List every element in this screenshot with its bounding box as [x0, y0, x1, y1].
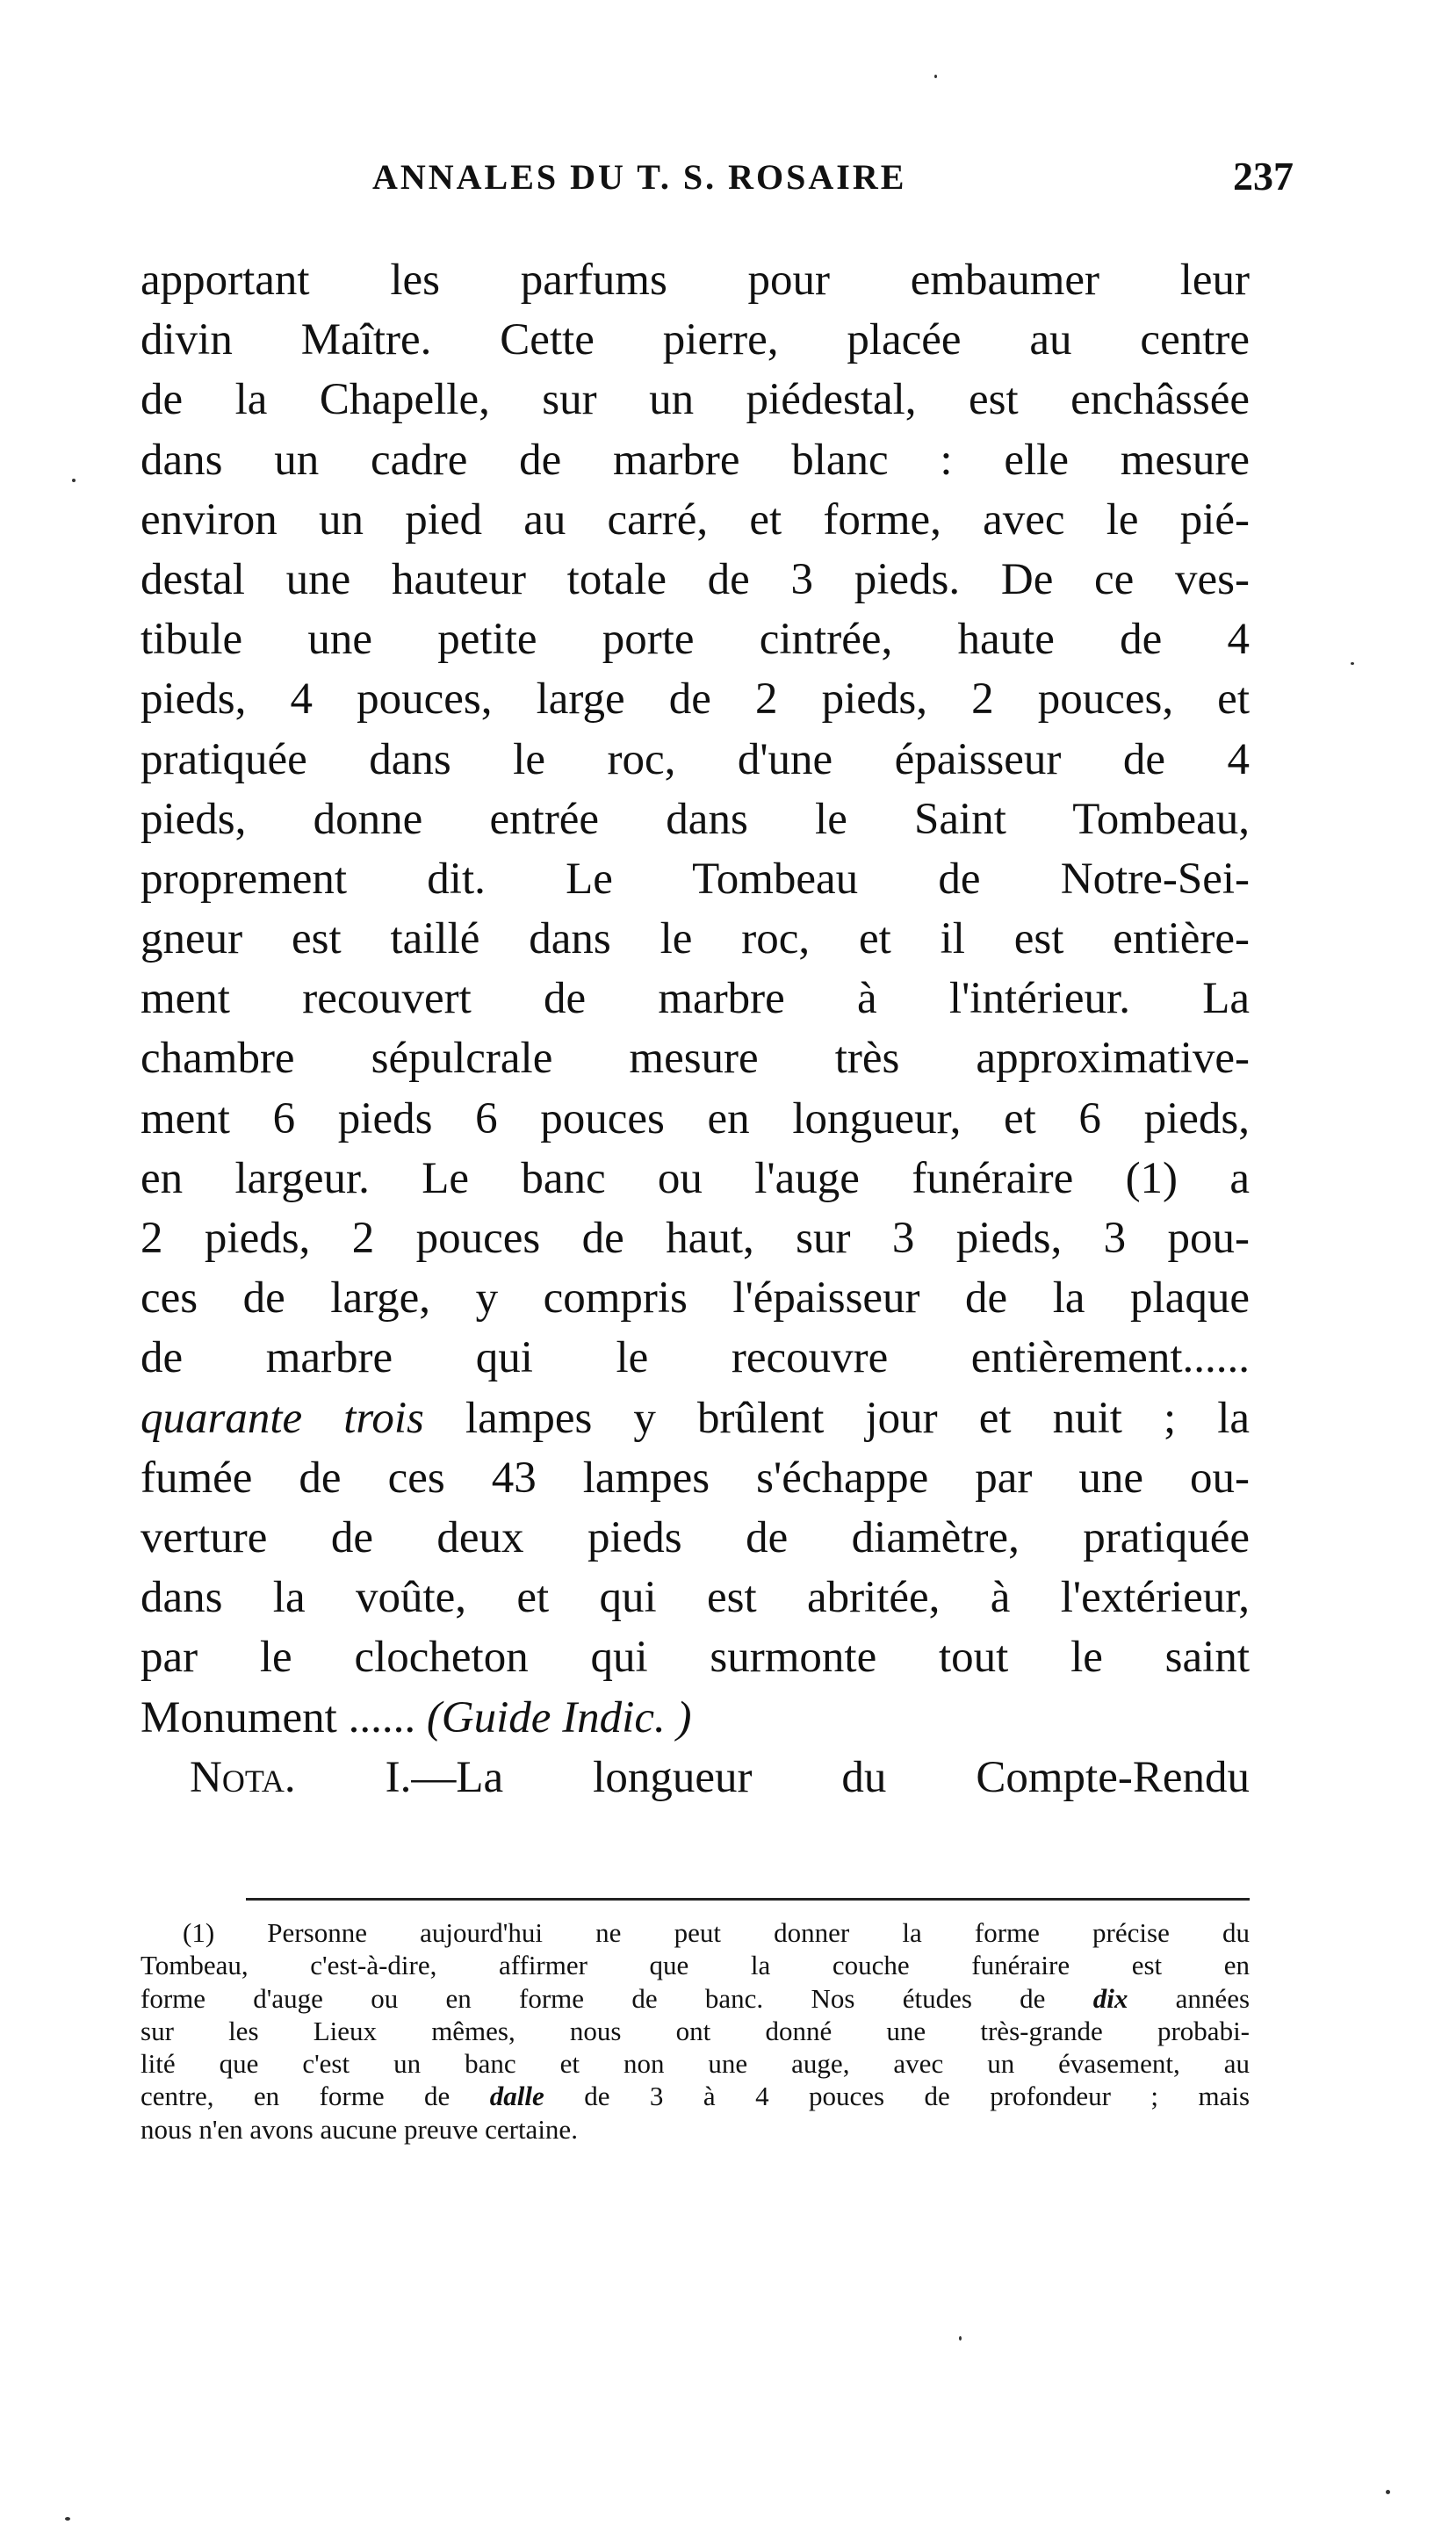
text-line: par le clocheton qui surmonte tout le saint [141, 1633, 1250, 1683]
nota-line [141, 1748, 1250, 1807]
footnote-line-with-italic [141, 2080, 1250, 2112]
text-line: dans la voûte, et qui est abritée, à l'extérieur, [141, 1573, 1250, 1623]
text-line: verture de deux pieds de diamètre, pratiquée [141, 1512, 1250, 1562]
print-speck [65, 2517, 70, 2521]
body-text [141, 250, 1250, 1807]
text-line: tibule une petite porte cintrée, haute de 4 [141, 615, 1250, 665]
footnote-line: lité que c'est un banc et non une auge, avec un évasement, au [141, 2048, 1250, 2080]
text-line: dans un cadre de marbre blanc : elle mesure [141, 435, 1250, 485]
footnote-line-tail: de 3 à 4 pouces de profondeur ; mais [584, 2081, 1250, 2112]
text-line: proprement dit. Le Tombeau de Notre-Sei- [141, 854, 1250, 904]
text-line: destal une hauteur totale de 3 pieds. De ce ves- [141, 554, 1250, 604]
text-line-head: Monument ...... [141, 1692, 416, 1742]
print-speck [1386, 2490, 1390, 2494]
text-line: fumée de ces 43 lampes s'échappe par une ou- [141, 1453, 1250, 1503]
text-line: pieds, 4 pouces, large de 2 pieds, 2 pouces, et [141, 674, 1250, 725]
text-line: chambre sépulcrale mesure très approximative- [141, 1034, 1250, 1084]
text-line: ment recouvert de marbre à l'intérieur. La [141, 974, 1250, 1024]
footnote-line-tail: années [1175, 1982, 1250, 2014]
text-line: de la Chapelle, sur un piédestal, est enchâssée [141, 375, 1250, 425]
italic-word: dix [1092, 1982, 1128, 2014]
text-line: gneur est taillé dans le roc, et il est entière- [141, 914, 1250, 964]
text-line: pieds, donne entrée dans le Saint Tombeau, [141, 794, 1250, 844]
text-line: en largeur. Le banc ou l'auge funéraire (1) a [141, 1153, 1250, 1203]
footnote-line: nous n'en avons aucune preuve certaine. [141, 2113, 578, 2145]
page-number: 237 [1233, 154, 1294, 198]
footnote-line-with-italic [141, 1982, 1250, 2015]
print-speck [959, 2336, 962, 2341]
print-speck [934, 75, 937, 78]
text-line: ces de large, y compris l'épaisseur de la plaque [141, 1273, 1250, 1324]
print-speck [72, 479, 76, 482]
footnote-line: sur les Lieux mêmes, nous ont donné une très-grande probabi- [141, 2015, 1250, 2046]
text-line: de marbre qui le recouvre entièrement...... [141, 1333, 1250, 1383]
text-line-tail: lampes y brûlent jour et nuit ; la [465, 1393, 1250, 1443]
nota-label: Nota. [190, 1752, 296, 1802]
italic-phrase: quarante trois [141, 1393, 424, 1443]
page-header [141, 156, 1294, 209]
nota-text: I.—La longueur du Compte-Rendu [385, 1752, 1250, 1802]
footnote-line: (1) Personne aujourd'hui ne peut donner la forme précise du [183, 1917, 1250, 1948]
footnote [141, 1916, 1250, 2146]
running-title: ANNALES DU T. S. ROSAIRE [372, 157, 907, 197]
text-line: 2 pieds, 2 pouces de haut, sur 3 pieds, 3 pou- [141, 1214, 1250, 1263]
footnote-line-head: forme d'auge ou en forme de banc. Nos études de [141, 1982, 1046, 2014]
text-line: pratiquée dans le roc, d'une épaisseur de 4 [141, 734, 1250, 784]
footnote-line: Tombeau, c'est-à-dire, affirmer que la couche funéraire est en [141, 1950, 1250, 1981]
text-line: divin Maître. Cette pierre, placée au centre [141, 315, 1250, 365]
text-line: apportant les parfums pour embaumer leur [141, 256, 1250, 305]
print-speck [1351, 662, 1354, 665]
text-line-with-citation [141, 1688, 1250, 1748]
text-line: environ un pied au carré, et forme, avec le pié- [141, 494, 1250, 545]
text-line: ment 6 pieds 6 pouces en longueur, et 6 pieds, [141, 1093, 1250, 1143]
footnote-line-head: centre, en forme de [141, 2081, 450, 2112]
citation: (Guide Indic. ) [426, 1692, 692, 1742]
italic-word: dalle [489, 2081, 544, 2112]
footnote-rule [246, 1898, 1250, 1901]
text-line-with-italic [141, 1389, 1250, 1448]
